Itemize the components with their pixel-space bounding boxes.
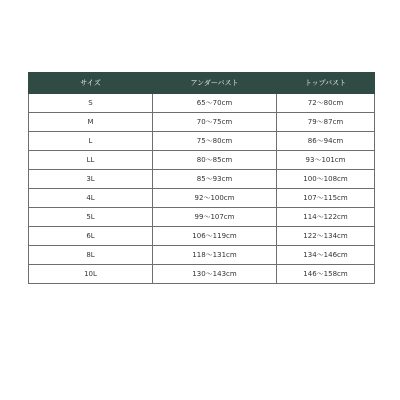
table-row: [29, 265, 375, 284]
under-bust-cell: 70～75cm: [153, 113, 277, 132]
table-row: [29, 113, 375, 132]
size-cell: S: [29, 94, 153, 113]
top-bust-cell: 114～122cm: [277, 208, 375, 227]
under-bust-cell: 130～143cm: [153, 265, 277, 284]
size-cell: L: [29, 132, 153, 151]
table-row: [29, 246, 375, 265]
size-cell: 5L: [29, 208, 153, 227]
top-bust-cell: 107～115cm: [277, 189, 375, 208]
under-bust-cell: 106～119cm: [153, 227, 277, 246]
top-bust-cell: 134～146cm: [277, 246, 375, 265]
table-row: [29, 227, 375, 246]
size-cell: LL: [29, 151, 153, 170]
header-size: サイズ: [29, 73, 153, 94]
under-bust-cell: 75～80cm: [153, 132, 277, 151]
top-bust-cell: 100～108cm: [277, 170, 375, 189]
under-bust-cell: 85～93cm: [153, 170, 277, 189]
size-cell: 4L: [29, 189, 153, 208]
header-top-bust: トップバスト: [277, 73, 375, 94]
size-cell: 6L: [29, 227, 153, 246]
under-bust-cell: 118～131cm: [153, 246, 277, 265]
under-bust-cell: 65～70cm: [153, 94, 277, 113]
under-bust-cell: 92～100cm: [153, 189, 277, 208]
under-bust-cell: 99～107cm: [153, 208, 277, 227]
top-bust-cell: 86～94cm: [277, 132, 375, 151]
top-bust-cell: 122～134cm: [277, 227, 375, 246]
table-row: [29, 189, 375, 208]
size-cell: M: [29, 113, 153, 132]
under-bust-cell: 80～85cm: [153, 151, 277, 170]
table-header-row: [29, 73, 375, 94]
size-cell: 10L: [29, 265, 153, 284]
table-row: [29, 151, 375, 170]
table-row: [29, 208, 375, 227]
size-chart-table: [28, 72, 375, 284]
header-under-bust: アンダーバスト: [153, 73, 277, 94]
size-cell: 3L: [29, 170, 153, 189]
table-row: [29, 94, 375, 113]
table-row: [29, 132, 375, 151]
table-row: [29, 170, 375, 189]
size-cell: 8L: [29, 246, 153, 265]
top-bust-cell: 146～158cm: [277, 265, 375, 284]
top-bust-cell: 79～87cm: [277, 113, 375, 132]
top-bust-cell: 72～80cm: [277, 94, 375, 113]
top-bust-cell: 93～101cm: [277, 151, 375, 170]
